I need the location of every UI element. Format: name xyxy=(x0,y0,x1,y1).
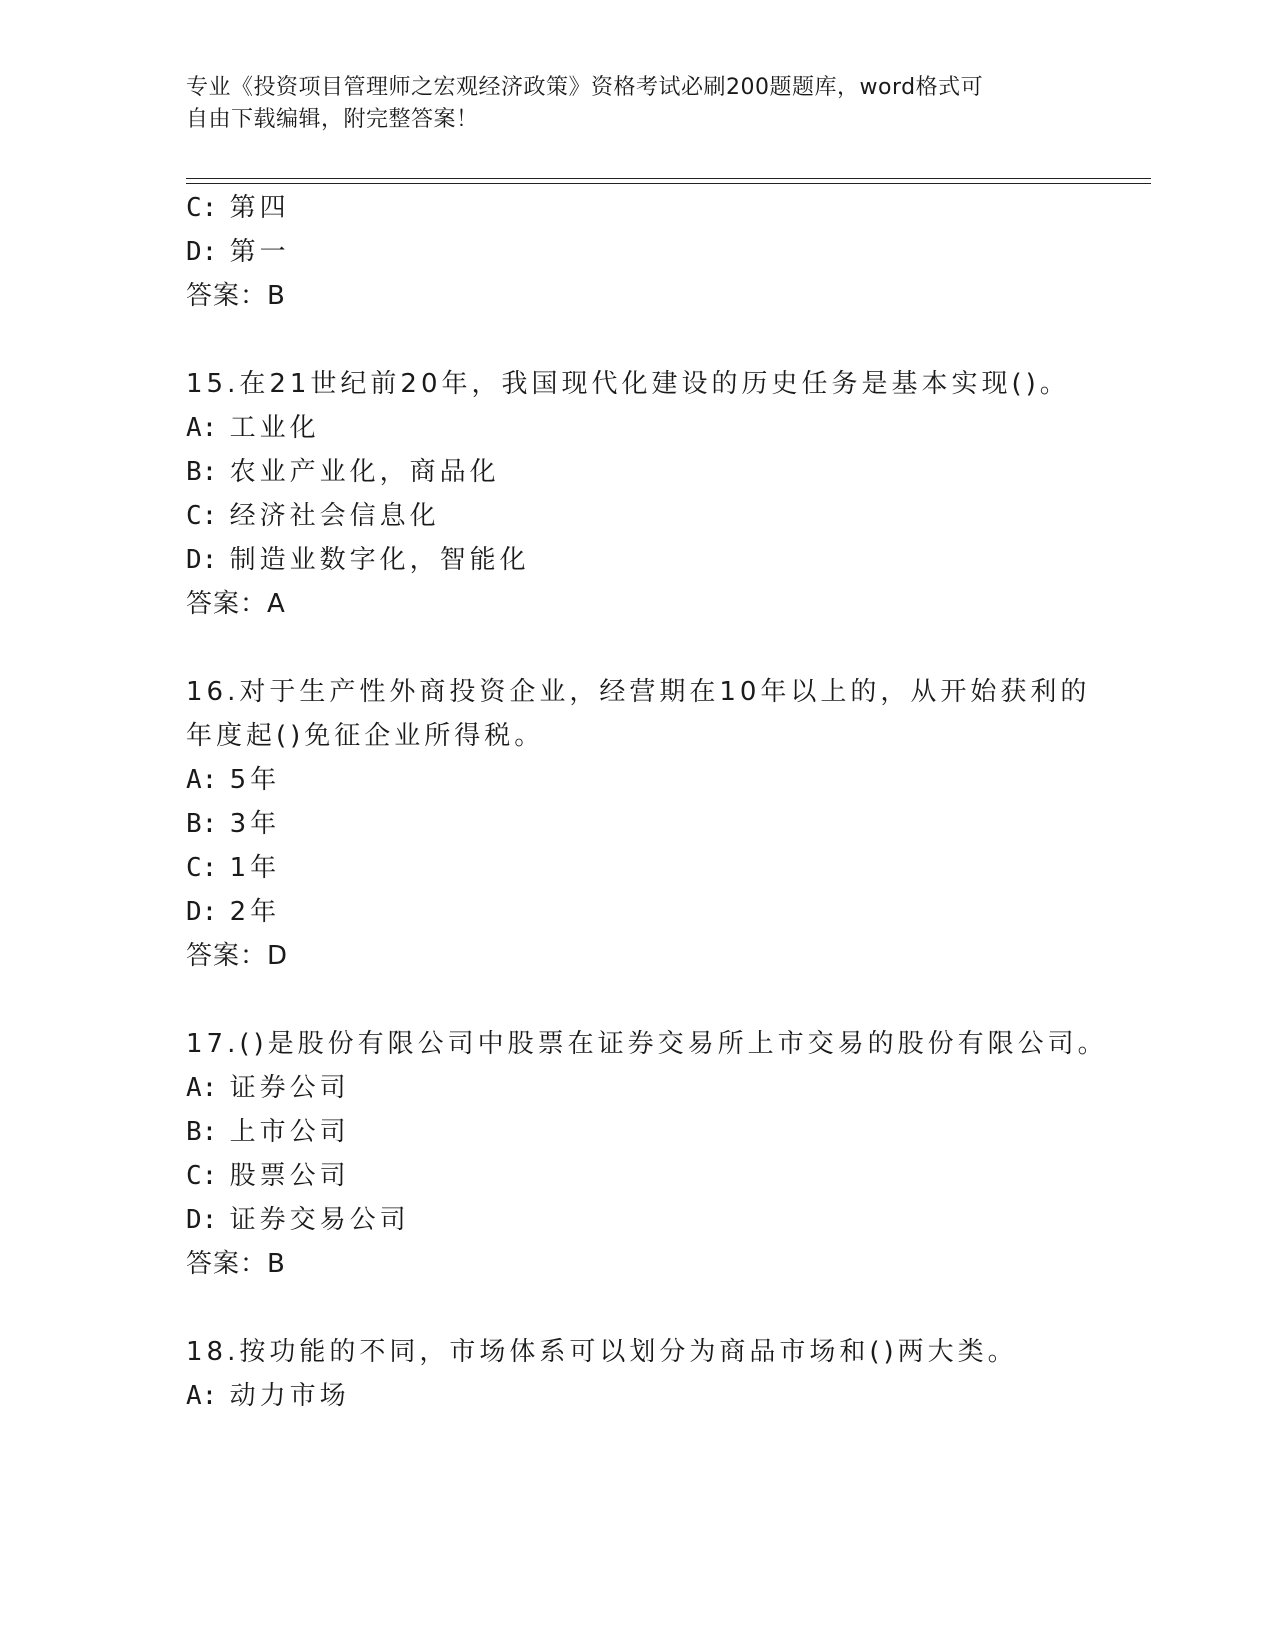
option-letter: B: xyxy=(186,457,218,487)
option-letter: D: xyxy=(186,897,218,927)
option-letter: A: xyxy=(186,1073,218,1103)
header-line-2: 自由下载编辑，附完整答案！ xyxy=(186,107,479,132)
option-letter: D: xyxy=(186,1205,218,1235)
option-d xyxy=(186,236,290,268)
option-text: 1年 xyxy=(229,853,281,883)
option-c xyxy=(186,500,440,532)
option-letter: D: xyxy=(186,237,218,267)
option-c xyxy=(186,192,290,224)
header-line-1: 专业《投资项目管理师之宏观经济政策》资格考试必刷200题题库，word格式可 xyxy=(186,75,984,100)
option-letter: A: xyxy=(186,413,218,443)
answer: 答案：B xyxy=(186,281,286,311)
option-text: 动力市场 xyxy=(229,1381,350,1411)
header-divider-bottom xyxy=(186,183,1151,184)
option-letter: A: xyxy=(186,765,218,795)
header-divider-top xyxy=(186,178,1151,179)
option-a xyxy=(186,1380,350,1412)
option-text: 股票公司 xyxy=(229,1161,350,1191)
question-stem-continued: 年度起()免征企业所得税。 xyxy=(186,721,545,751)
option-d xyxy=(186,896,280,928)
option-text: 经济社会信息化 xyxy=(229,501,440,531)
option-letter: D: xyxy=(186,545,218,575)
option-text: 证券交易公司 xyxy=(229,1205,410,1235)
option-letter: A: xyxy=(186,1381,218,1411)
option-text: 制造业数字化，智能化 xyxy=(229,545,530,575)
document-header xyxy=(186,72,1086,136)
option-c xyxy=(186,852,280,884)
answer: 答案：D xyxy=(186,941,289,971)
option-c xyxy=(186,1160,350,1192)
option-text: 工业化 xyxy=(229,413,320,443)
answer: 答案：A xyxy=(186,589,286,619)
option-b xyxy=(186,456,500,488)
question-stem: 17.()是股份有限公司中股票在证券交易所上市交易的股份有限公司。 xyxy=(186,1029,1108,1059)
question-stem: 18.按功能的不同，市场体系可以划分为商品市场和()两大类。 xyxy=(186,1337,1018,1367)
option-text: 3年 xyxy=(229,809,281,839)
option-d xyxy=(186,544,530,576)
option-b xyxy=(186,1116,350,1148)
option-letter: C: xyxy=(186,1161,218,1191)
option-d xyxy=(186,1204,410,1236)
option-text: 证券公司 xyxy=(229,1073,350,1103)
option-text: 第一 xyxy=(229,237,290,267)
option-text: 上市公司 xyxy=(229,1117,350,1147)
answer: 答案：B xyxy=(186,1249,286,1279)
option-b xyxy=(186,808,280,840)
option-a xyxy=(186,1072,350,1104)
question-stem: 15.在21世纪前20年，我国现代化建设的历史任务是基本实现()。 xyxy=(186,369,1070,399)
option-text: 2年 xyxy=(229,897,281,927)
option-letter: C: xyxy=(186,853,218,883)
option-a xyxy=(186,764,280,796)
option-text: 第四 xyxy=(229,193,290,223)
option-letter: C: xyxy=(186,501,218,531)
option-text: 农业产业化，商品化 xyxy=(229,457,500,487)
option-a xyxy=(186,412,320,444)
option-text: 5年 xyxy=(229,765,281,795)
question-stem: 16.对于生产性外商投资企业，经营期在10年以上的，从开始获利的 xyxy=(186,677,1091,707)
option-letter: C: xyxy=(186,193,218,223)
option-letter: B: xyxy=(186,1117,218,1147)
option-letter: B: xyxy=(186,809,218,839)
